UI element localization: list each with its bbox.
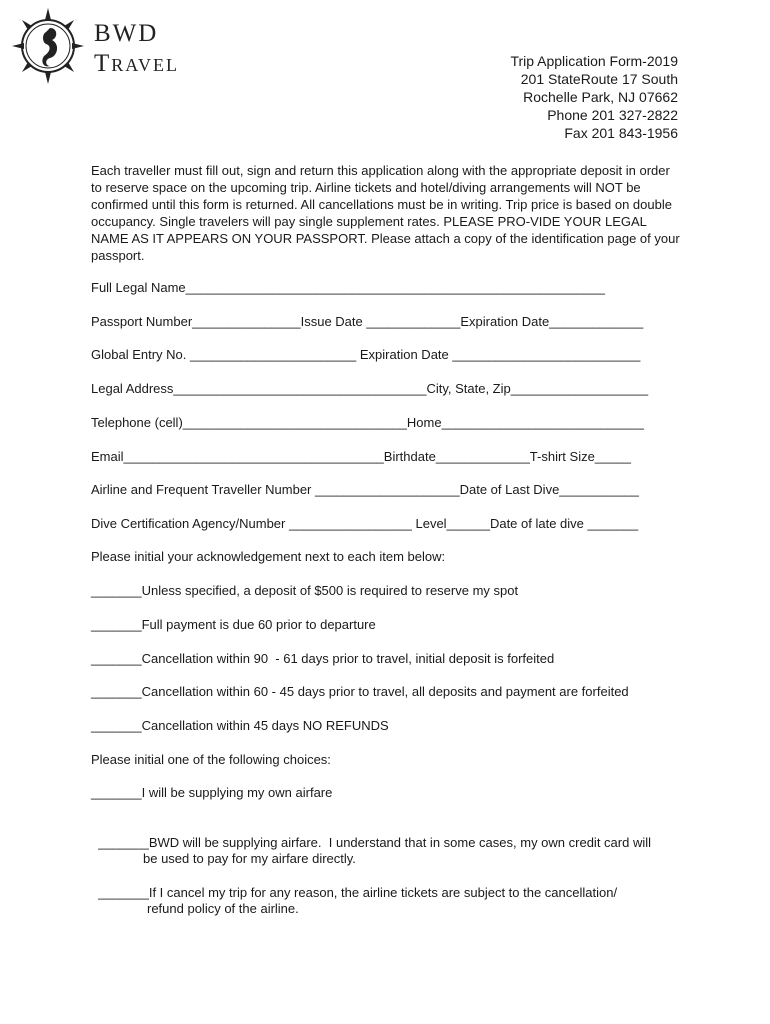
form-title: Trip Application Form-2019	[510, 53, 678, 69]
logo	[10, 6, 190, 86]
city-state-zip: Rochelle Park, NJ 07662	[523, 89, 678, 105]
choice-heading: Please initial one of the following choices:	[91, 752, 331, 767]
choice-cancel-policy-line2: refund policy of the airline.	[147, 901, 299, 916]
street-address: 201 StateRoute 17 South	[520, 71, 678, 87]
ack-item-deposit[interactable]: _______Unless specified, a deposit of $500 is required to reserve my spot	[91, 583, 519, 598]
dive-cert-field[interactable]: Dive Certification Agency/Number _________________ Level______Date of late dive _______	[91, 516, 639, 531]
telephone-field[interactable]: Telephone (cell)_______________________________Home____________________________	[91, 415, 645, 430]
intro-paragraph: Each traveller must fill out, sign and return this application along with the appropriate deposit in order to reserve space on the upcoming trip. Airline tickets and hotel/diving arrangements will NOT be confirmed until this form is returned. All cancellations must be in writing. Trip price is based on double occupancy. Single travelers will pay single supplement rates. PLEASE PRO-VIDE YOUR LEGAL NAME AS IT APPEARS ON YOUR PASSPORT. Please attach a copy of the identification page of your passport.	[91, 163, 680, 263]
ack-item-cancel-45[interactable]: _______Cancellation within 45 days NO REFUNDS	[91, 718, 389, 733]
address-block	[510, 52, 678, 142]
phone-number: Phone 201 327-2822	[547, 107, 678, 123]
choice-bwd-airfare-line1: _______BWD will be supplying airfare. I understand that in some cases, my own credit card will	[98, 835, 651, 850]
ack-heading: Please initial your acknowledgement next to each item below:	[91, 549, 446, 564]
ack-item-cancel-90[interactable]: _______Cancellation within 90 - 61 days prior to travel, initial deposit is forfeited	[91, 651, 555, 666]
fax-number: Fax 201 843-1956	[564, 125, 678, 141]
ack-item-full-payment[interactable]: _______Full payment is due 60 prior to departure	[91, 617, 376, 632]
choice-own-airfare[interactable]: _______I will be supplying my own airfare	[91, 785, 333, 800]
choice-cancel-policy[interactable]	[91, 869, 617, 933]
legal-address-field[interactable]: Legal Address___________________________________City, State, Zip___________________	[91, 381, 649, 396]
seahorse-compass-icon	[10, 6, 88, 86]
global-entry-field[interactable]: Global Entry No. _______________________ Expiration Date __________________________	[91, 347, 641, 362]
airline-field[interactable]: Airline and Frequent Traveller Number ____________________Date of Last Dive___________	[91, 482, 639, 497]
email-field[interactable]: Email____________________________________Birthdate_____________T-shirt Size_____	[91, 449, 631, 464]
brand-subtitle: Travel	[94, 50, 179, 77]
full-legal-name-field[interactable]: Full Legal Name__________________________________________________________	[91, 280, 605, 295]
choice-cancel-policy-line1: _______If I cancel my trip for any reason, the airline tickets are subject to the cancellation/	[98, 885, 618, 900]
passport-field[interactable]: Passport Number_______________Issue Date _____________Expiration Date_____________	[91, 314, 644, 329]
ack-item-cancel-60[interactable]: _______Cancellation within 60 - 45 days prior to travel, all deposits and payment are forfeited	[91, 684, 629, 699]
brand-name: BWD	[94, 20, 159, 47]
choice-bwd-airfare-line2: be used to pay for my airfare directly.	[143, 851, 356, 866]
